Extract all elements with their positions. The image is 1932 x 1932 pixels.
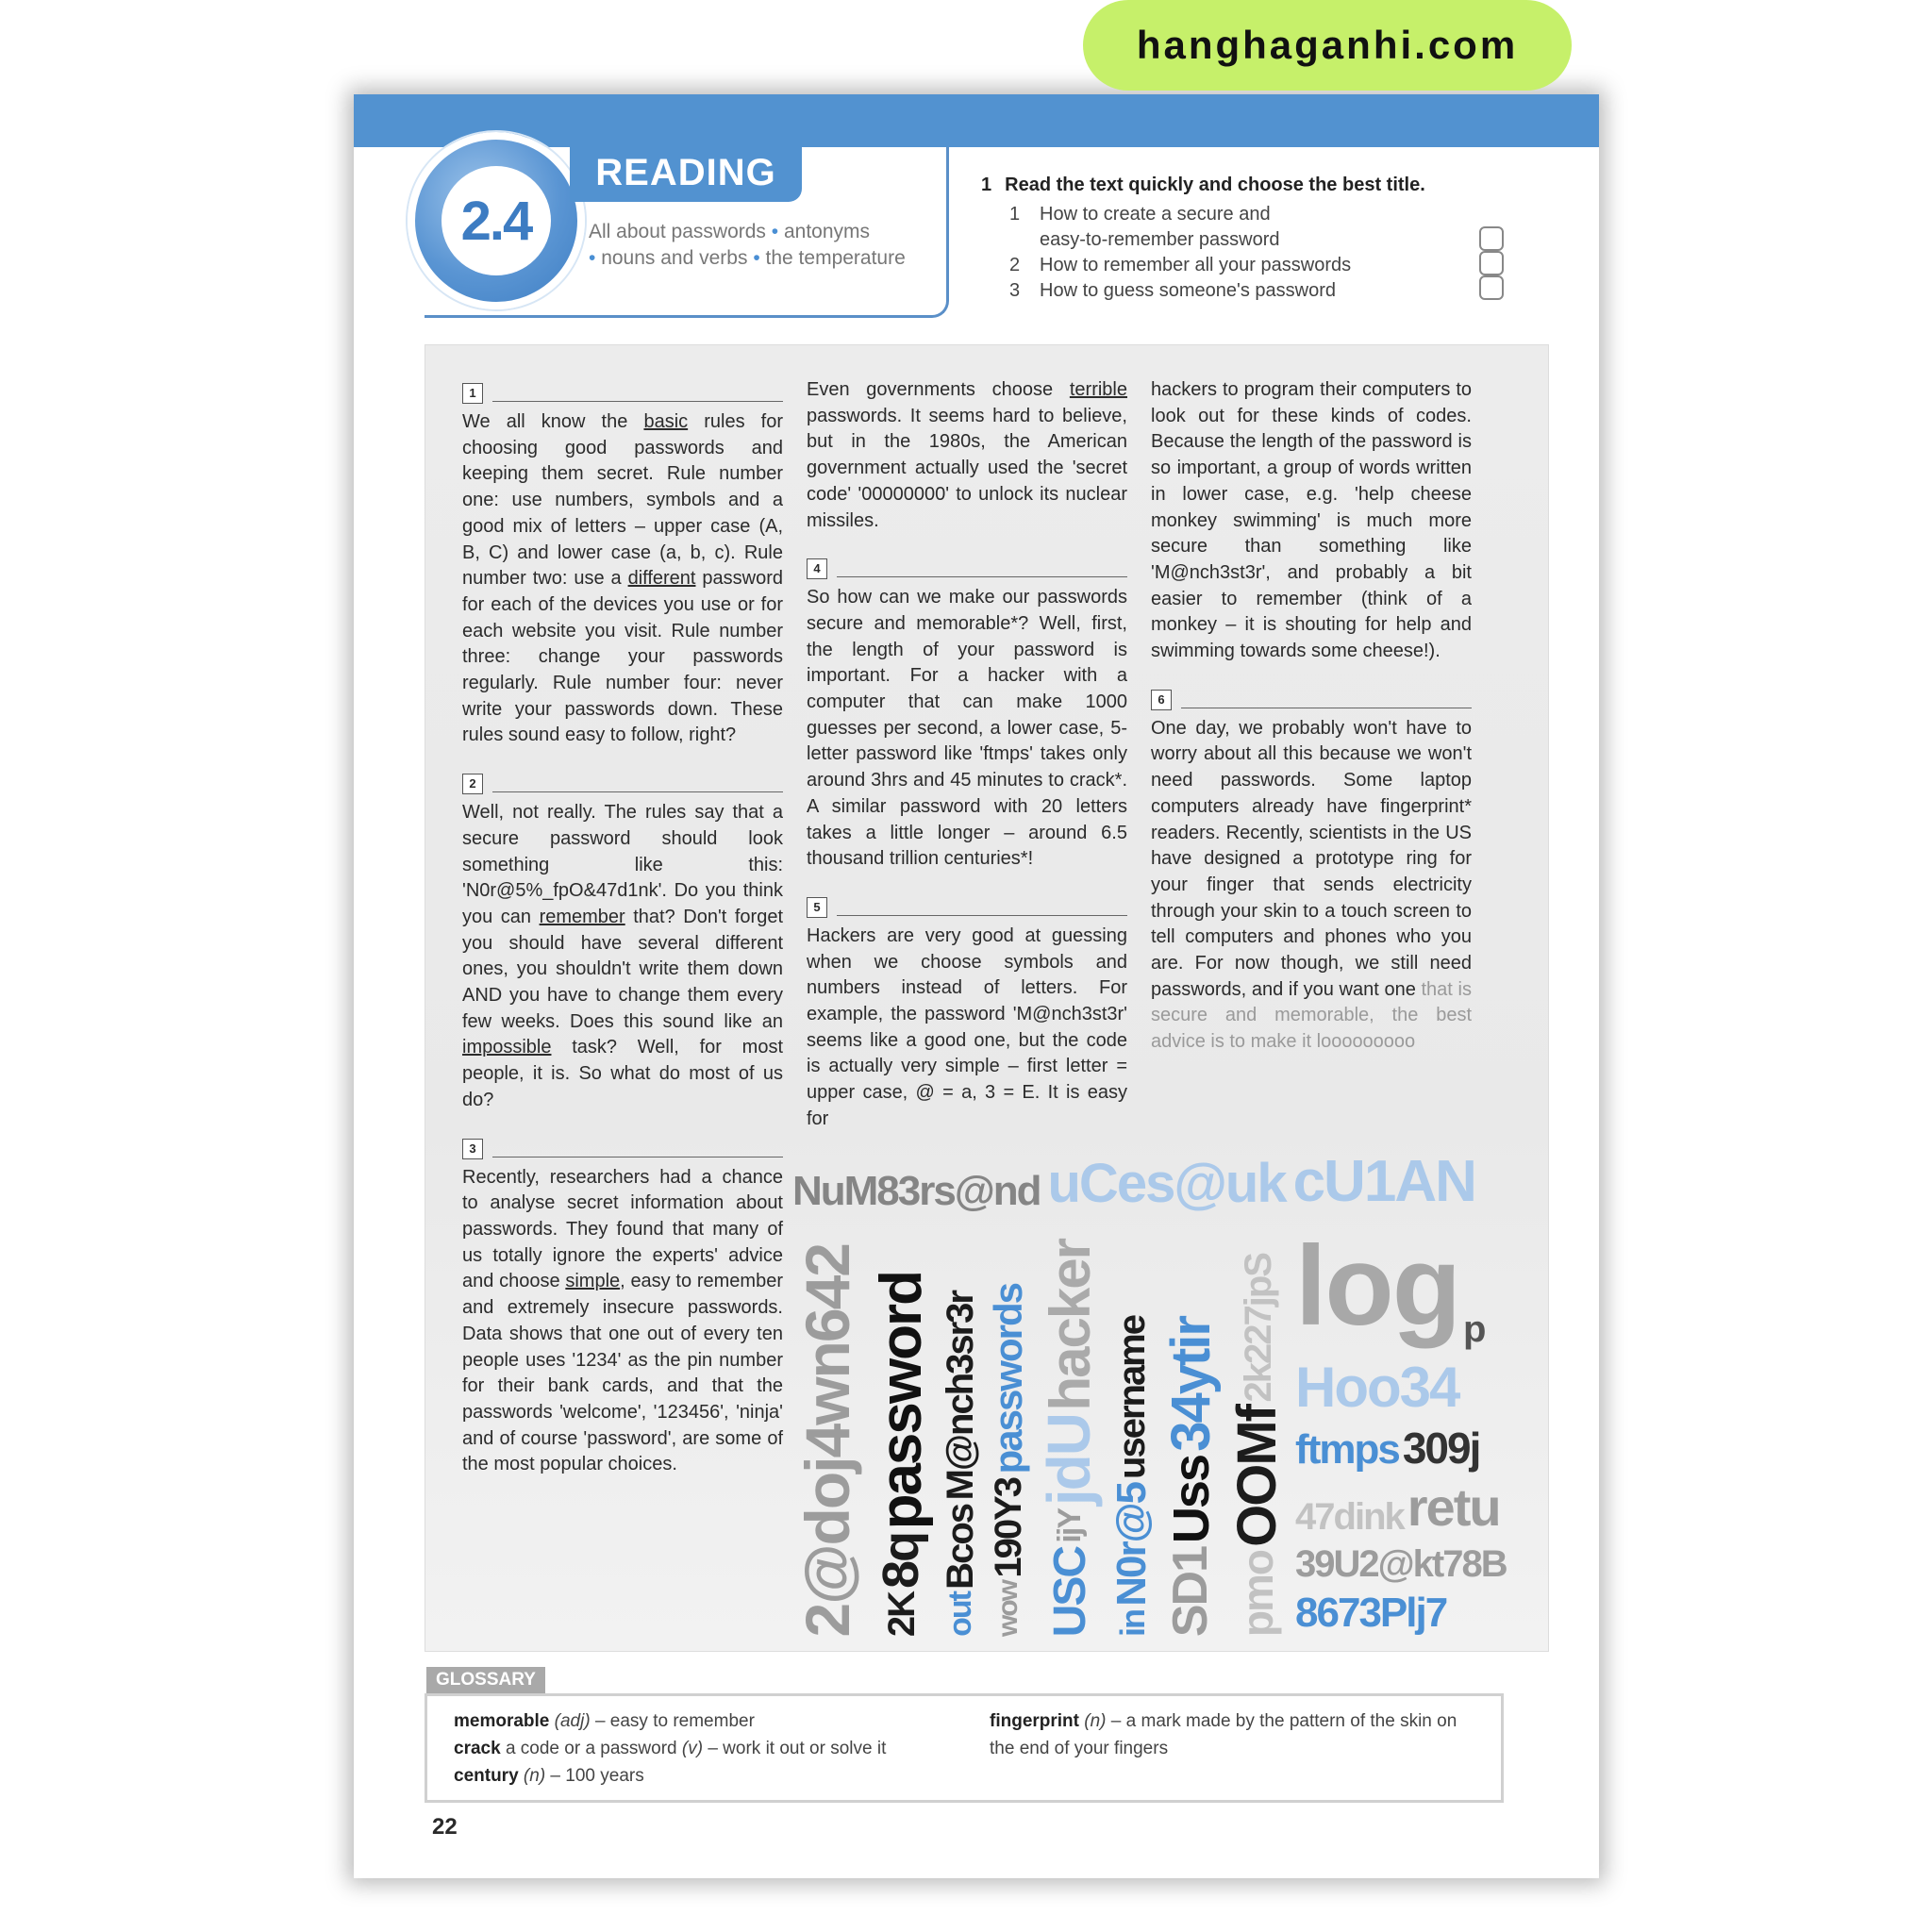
word-cloud-word: uCes@uk xyxy=(1047,1152,1286,1214)
word-cloud-word: NuM83rs@nd xyxy=(792,1167,1041,1214)
text-run: One day, we probably won't have to worry about all this because we won't need passwords. Some laptop computers already have fingerprint* readers. Recently, scientists in the US have designed a prototype ring for your finger that sends electricity through your skin to a touch screen to tell computers and phones who you are. For now though, we still need passwords, and if you want one xyxy=(1151,717,1472,1000)
word-cloud-word: 34ytir xyxy=(1159,1317,1222,1452)
word-cloud-word: 47dink xyxy=(1295,1495,1404,1538)
exercise-instruction: 1 Read the text quickly and choose the best title. xyxy=(981,175,1425,195)
word-cloud-word: 309j xyxy=(1402,1424,1480,1474)
word-cloud-word: 39U2@kt78B xyxy=(1295,1542,1507,1585)
article-column-3 xyxy=(1151,377,1472,1056)
exercise-1 xyxy=(981,175,1472,304)
header-bar xyxy=(354,94,1599,147)
text-run: We all know the xyxy=(462,411,644,432)
word-cloud-word: username xyxy=(1111,1316,1154,1480)
word-cloud-word: ijY xyxy=(1051,1509,1088,1543)
paragraph-number: 3 xyxy=(462,1139,483,1159)
word-cloud-word: in xyxy=(1112,1610,1152,1638)
underlined-word: simple xyxy=(565,1271,621,1292)
topic: nouns and verbs xyxy=(601,247,748,269)
word-cloud-word: Uss xyxy=(1162,1455,1220,1544)
text-run: password for each of the devices you use or for each website you visit. Rule number three: change your passwords regularly. Rule number four: never write your passwords down. These rules sound easy to follow, right? xyxy=(462,568,784,746)
glossary-entry: fingerprint (n) – a mark made by the pattern of the skin on the end of your fingers xyxy=(990,1711,1457,1758)
word-cloud-word: OOMf xyxy=(1226,1406,1289,1548)
paragraph-heading-slot xyxy=(462,1133,783,1159)
paragraph-number: 4 xyxy=(807,558,827,579)
glossary-entry: memorable (adj) – easy to remember xyxy=(454,1711,755,1731)
option-2: 2 How to remember all your passwords xyxy=(1009,255,1352,275)
text-run: Hackers are very good at guessing when we choose symbols and numbers instead of letters. For example, the password 'M@nch3st3r' seems like a good one, but the code is actually very simple – first letter = upper case, @ = a, 3 = E. It is easy for xyxy=(807,924,1127,1129)
word-cloud-word: p xyxy=(1463,1308,1485,1351)
topic: the temperature xyxy=(765,247,906,269)
text-run: Recently, researchers had a chance to analyse secret information about passwords. They found that many of us totally ignore the experts' advice and choose xyxy=(462,1166,783,1292)
word-cloud-word: 2k227jpS xyxy=(1237,1253,1279,1403)
glossary-entry: century (n) – 100 years xyxy=(454,1766,644,1786)
bullet-icon: • xyxy=(589,247,596,269)
paragraph-number: 2 xyxy=(462,774,483,794)
paragraph xyxy=(1151,377,1472,665)
paragraph-number: 1 xyxy=(462,383,483,404)
word-cloud-word: SD1 xyxy=(1163,1547,1219,1638)
unit-badge xyxy=(408,132,585,309)
word-cloud-word: 8q xyxy=(873,1533,930,1590)
topic: antonyms xyxy=(783,221,871,242)
word-cloud-word: wow xyxy=(992,1581,1024,1638)
underlined-word: remember xyxy=(539,906,625,927)
unit-number: 2.4 xyxy=(460,190,532,252)
word-cloud-word: retu xyxy=(1407,1477,1500,1538)
underlined-word: impossible xyxy=(462,1037,552,1058)
text-run: hackers to program their computers to look out for these kinds of codes. Because the length of the password is so important, a group of words written in lower case, e.g. 'help cheese monkey swimming' is much more secure than something like 'M@nch3st3r', and probably a bit easier to remember (think of a monkey – it is shouting for help and swimming towards some cheese!). xyxy=(1151,379,1472,662)
glossary-entry: crack a code or a password (v) – work it out or solve it xyxy=(454,1739,887,1758)
word-cloud-word: password xyxy=(868,1271,934,1529)
heading-answer-line xyxy=(837,915,1127,916)
text-run: rules for choosing good passwords and keeping them secret. Rule number one: use numbers, symbols and a good mix of letters – upper case (A, B, C) and lower case (a, b, c). Rule number two: use a xyxy=(462,411,783,590)
paragraph-number: 6 xyxy=(1151,690,1172,710)
word-cloud-word: Bcos xyxy=(940,1504,982,1590)
word-cloud-word: jdU xyxy=(1035,1414,1104,1507)
paragraph-heading-slot xyxy=(1151,684,1472,710)
option-1-checkbox[interactable] xyxy=(1479,226,1504,251)
lesson-topics xyxy=(589,219,906,272)
paragraph-number: 5 xyxy=(807,897,827,918)
option-3-checkbox[interactable] xyxy=(1479,275,1504,300)
paragraph-heading-slot xyxy=(807,553,1127,579)
underlined-word: terrible xyxy=(1069,379,1127,400)
word-cloud-word: Hoo34 xyxy=(1295,1356,1459,1420)
topic: All about passwords xyxy=(589,221,766,242)
paragraph-heading-slot xyxy=(462,768,783,794)
word-cloud-word: 2@doj4wn642 xyxy=(792,1243,862,1638)
paragraph xyxy=(1151,716,1472,1056)
paragraph-heading-slot xyxy=(807,891,1127,918)
text-run: , easy to remember and extremely insecure passwords. Data shows that one out of every ten people uses '1234' as the pin number for their bank cards, and that the passwords 'welcome', '123456', 'ninja' and of course 'password', are some of the most popular choices. xyxy=(462,1271,783,1475)
word-cloud-word: pmo xyxy=(1233,1551,1283,1638)
paragraph xyxy=(807,585,1127,873)
text-run: that? Don't forget you should have several different ones, you shouldn't write them down AND you have to change them every few weeks. Does this sound like an xyxy=(462,906,783,1032)
word-cloud-word: N0r@5 xyxy=(1108,1483,1156,1607)
underlined-word: basic xyxy=(643,411,689,432)
word-cloud-word: 190Y3 xyxy=(988,1477,1030,1578)
word-cloud-word: cU1AN xyxy=(1292,1149,1475,1214)
page-footer xyxy=(425,1667,1506,1840)
word-cloud-word: ftmps xyxy=(1295,1425,1399,1473)
word-cloud-word: log xyxy=(1295,1223,1459,1350)
word-cloud-word: 2K xyxy=(880,1592,923,1638)
page-number: 22 xyxy=(432,1814,458,1840)
text-run: Even governments choose xyxy=(807,379,1070,400)
paragraph xyxy=(462,1165,783,1478)
article-column-1 xyxy=(462,377,783,1478)
section-title: READING xyxy=(570,143,802,202)
bullet-icon: • xyxy=(771,221,779,242)
option-1: 1 How to create a secure and easy-to-remember password xyxy=(1009,204,1280,250)
glossary xyxy=(425,1693,1504,1803)
option-3: 3 How to guess someone's password xyxy=(1009,280,1336,301)
paragraph-heading-slot xyxy=(462,377,783,404)
article-column-2 xyxy=(807,377,1127,1133)
text-run: passwords. It seems hard to believe, but in the 1980s, the American government actually used the 'secret code' '00000000' to unlock its nuclear missiles. xyxy=(807,405,1127,531)
word-cloud-word: 8673Plj7 xyxy=(1295,1589,1447,1636)
text-run: task? Well, for most people, it is. So what do most of us do? xyxy=(462,1037,783,1110)
underlined-word: different xyxy=(627,568,696,590)
paragraph xyxy=(462,800,783,1113)
paragraph xyxy=(807,924,1127,1133)
watermark: hanghaganhi.com xyxy=(1083,0,1572,91)
bullet-icon: • xyxy=(753,247,760,269)
text-run: Well, not really. The rules say that a secure password should look something like this: 'N0r@5%_fpO&47d1nk'. Do you think you can xyxy=(462,802,783,927)
text-run: So how can we make our passwords secure and memorable*? Well, first, the length of your password is important. For a hacker with a computer that can make 1000 guesses per second, a lower case, 5-letter password like 'ftmps' takes only around 3hrs and 45 minutes to crack*. A similar password with 20 letters takes a little longer – around 6.5 thousand trillion centuries*! xyxy=(807,587,1127,870)
word-cloud-word: USC xyxy=(1044,1546,1095,1638)
heading-answer-line xyxy=(492,1157,783,1158)
word-cloud-word: out xyxy=(941,1592,978,1638)
obscured-text: that is secure and memorable, the best advice is to make it looooooooo xyxy=(1151,978,1472,1053)
password-word-cloud xyxy=(792,1148,1538,1637)
heading-answer-line xyxy=(837,576,1127,577)
option-2-checkbox[interactable] xyxy=(1479,251,1504,275)
heading-answer-line xyxy=(492,401,783,402)
glossary-label: GLOSSARY xyxy=(426,1667,545,1693)
paragraph xyxy=(807,377,1127,534)
word-cloud-word: hacker xyxy=(1038,1239,1102,1411)
word-cloud-word: M@nch3sr3r xyxy=(940,1291,982,1501)
word-cloud-word: passwords xyxy=(986,1284,1031,1474)
paragraph xyxy=(462,409,783,749)
heading-answer-line xyxy=(492,791,783,792)
